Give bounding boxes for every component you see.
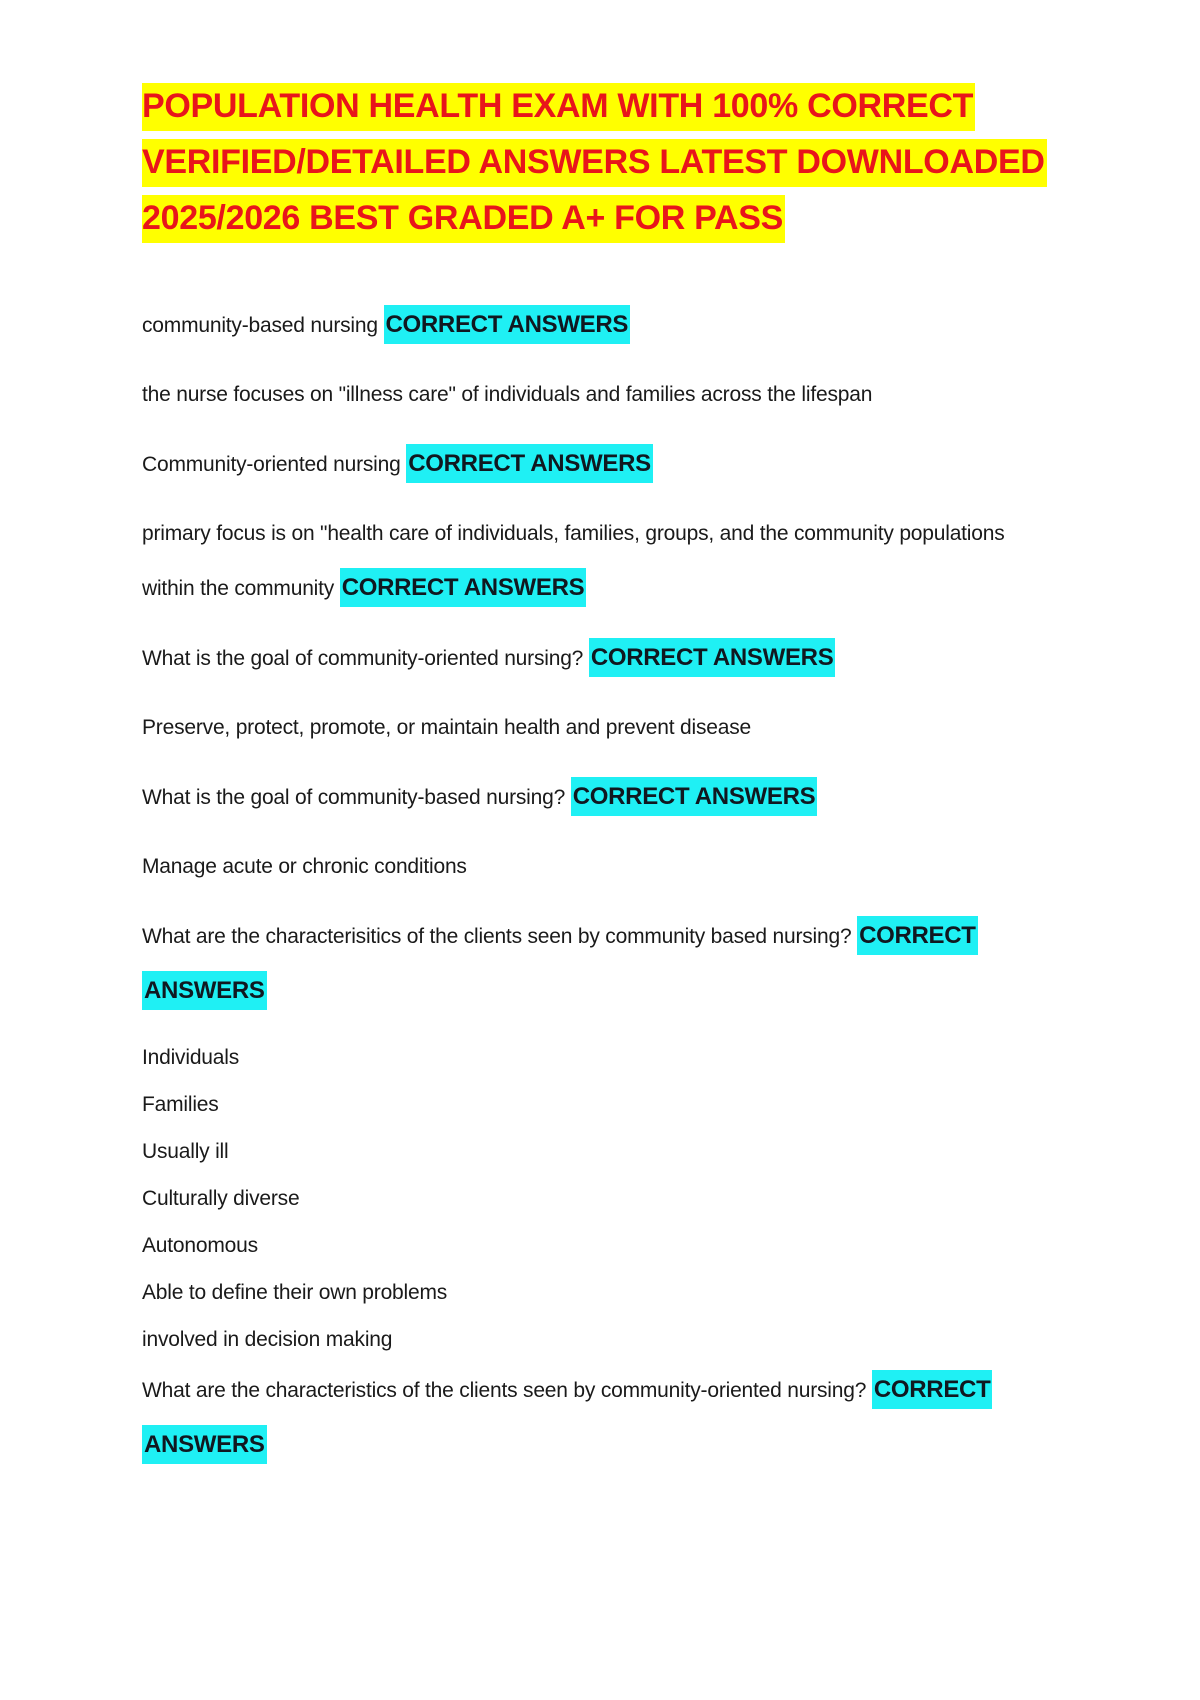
answer-list <box>142 1034 1060 1363</box>
question-text <box>142 909 1060 1019</box>
list-item: Autonomous <box>142 1234 258 1257</box>
question-label: What are the characterisitics of the clients seen by community based nursing? <box>142 925 852 948</box>
title-line: VERIFIED/DETAILED ANSWERS LATEST DOWNLOADED <box>142 139 1047 187</box>
question-label: What is the goal of community-oriented nursing? <box>142 647 584 670</box>
answer-text <box>142 507 1060 616</box>
answer-text: Preserve, protect, promote, or maintain health and prevent disease <box>142 716 751 739</box>
question-label: community-based nursing <box>142 314 378 337</box>
correct-answers-tag: CORRECT ANSWERS <box>340 568 587 607</box>
question-text <box>142 298 1060 353</box>
question-text <box>142 437 1060 492</box>
correct-answers-tag: CORRECT ANSWERS <box>571 777 818 816</box>
list-item: Families <box>142 1093 219 1116</box>
question-text <box>142 770 1060 825</box>
correct-answers-tag-second: ANSWERS <box>142 971 267 1010</box>
title-line: POPULATION HEALTH EXAM WITH 100% CORRECT <box>142 83 975 131</box>
list-item: Able to define their own problems <box>142 1281 448 1304</box>
question-label: What are the characteristics of the clients seen by community-oriented nursing? <box>142 1379 867 1402</box>
correct-answers-tag: CORRECT ANSWERS <box>384 305 631 344</box>
correct-answers-tag: CORRECT ANSWERS <box>589 638 836 677</box>
question-label: Community-oriented nursing <box>142 453 401 476</box>
list-item: involved in decision making <box>142 1328 393 1351</box>
list-item: Usually ill <box>142 1140 229 1163</box>
correct-answers-tag-first: CORRECT <box>857 916 978 955</box>
question-text <box>142 631 1060 686</box>
question-text <box>142 1363 1060 1473</box>
answer-text: the nurse focuses on "illness care" of individuals and families across the lifespan <box>142 383 873 406</box>
correct-answers-tag-first: CORRECT <box>872 1370 993 1409</box>
correct-answers-tag: CORRECT ANSWERS <box>406 444 653 483</box>
title-line: 2025/2026 BEST GRADED A+ FOR PASS <box>142 195 785 243</box>
question-label: What is the goal of community-based nursing? <box>142 786 566 809</box>
correct-answers-tag-second: ANSWERS <box>142 1425 267 1464</box>
list-item: Culturally diverse <box>142 1187 300 1210</box>
document-title <box>142 78 1060 246</box>
answer-label: primary focus is on "health care of individuals, families, groups, and the community populations within the community <box>142 522 1005 600</box>
answer-text: Manage acute or chronic conditions <box>142 855 467 878</box>
list-item: Individuals <box>142 1046 240 1069</box>
